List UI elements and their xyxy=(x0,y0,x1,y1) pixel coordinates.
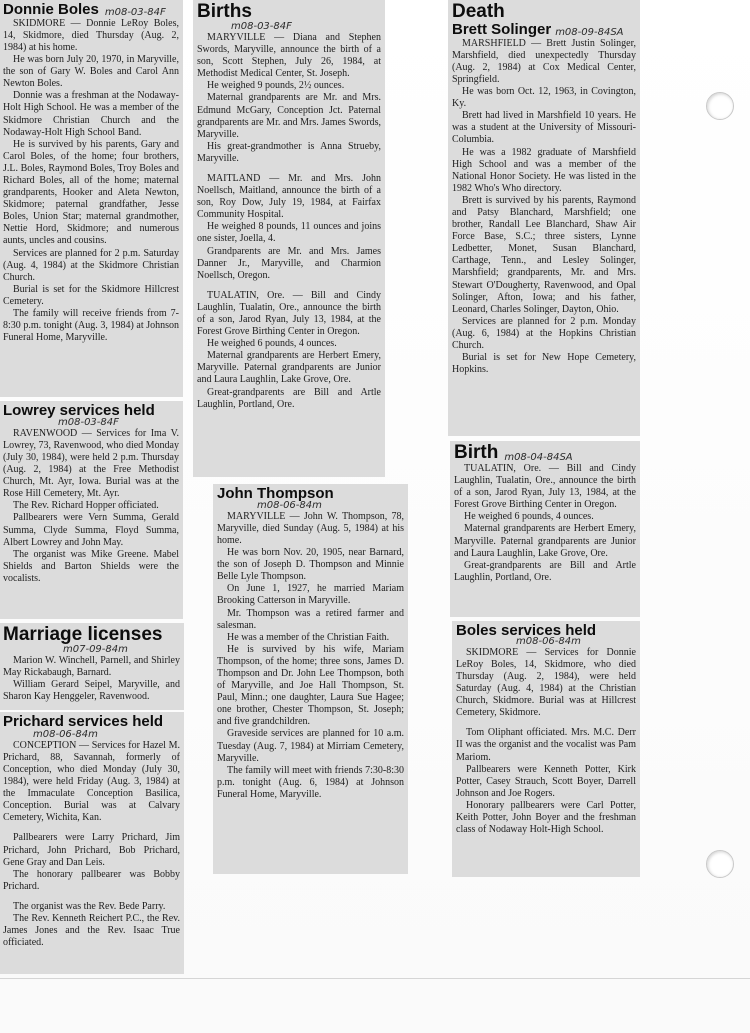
paragraph: Donnie was a freshman at the Nodaway-Holt High School. He was a member of the Skidmore Christian Church and the Nodaway-Holt High School Band. xyxy=(3,90,179,138)
paragraph: Burial is set for New Hope Cemetery, Hopkins. xyxy=(452,352,636,376)
paragraph: Graveside services are planned for 10 a.m. Tuesday (Aug. 7, 1984) at Mirriam Cemetery, Maryville. xyxy=(217,728,404,764)
binder-hole xyxy=(706,92,734,120)
paragraph: Brett had lived in Marshfield 10 years. He was a student at the University of Missouri-Columbia. xyxy=(452,110,636,146)
paragraph: He is survived by his wife, Mariam Thompson, of the home; three sons, James D. Thompson and Dr. John Lee Thompson, both of Maryville, and Joe Hall Thompson, St. Paul, Minn.; one daughter, Laura Sue Hagee; one brother, Chester Thompson, St. Joseph; and five grandchildren. xyxy=(217,643,404,728)
paragraph: Maternal grandparents are Herbert Emery, Maryville. Paternal grandparents are Junior and Laura Laughlin, Lake Grove, Ore. xyxy=(454,523,636,559)
article-body xyxy=(3,740,180,950)
paragraph: MARYVILLE — Diana and Stephen Swords, Maryville, announce the birth of a son, Scott Stephen, July 26, 1984, at Methodist Medical Center, St. Joseph. xyxy=(197,31,381,80)
clipping-birth-tualatin xyxy=(450,441,640,617)
article-body xyxy=(217,511,404,801)
paragraph: Pallbearers were Kenneth Potter, Kirk Potter, Casey Strauch, Scott Boyer, Darrell Johnson and Joe Rogers. xyxy=(456,763,636,799)
paragraph: Pallbearers were Larry Prichard, Jim Prichard, John Prichard, Bob Prichard, Gene Gray and Dan Leis. xyxy=(3,832,180,868)
obituary-title: John Thompson xyxy=(217,485,334,502)
obituary-title: Prichard services held xyxy=(3,713,164,730)
obituary-title: Donnie Boles xyxy=(3,1,99,18)
handwritten-date-note: m08-03-84F xyxy=(231,20,292,32)
handwritten-date-note: m08-03-84F xyxy=(104,6,166,18)
handwritten-date-note: m08-09-84SA xyxy=(555,26,624,38)
section-title: Marriage licenses xyxy=(3,624,163,645)
section-title: Birth xyxy=(454,442,499,463)
paragraph: The honorary pallbearer was Bobby Prichard. xyxy=(3,868,180,892)
article-body xyxy=(3,428,179,585)
paragraph: The Rev. Kenneth Reichert P.C., the Rev. James Jones and the Rev. Isaac True officiated. xyxy=(3,912,180,949)
paragraph: Maternal grandparents are Mr. and Mrs. Edmund McGary, Conception Jct. Paternal grandparents are Mr. and Mrs. James Swords, Maryville. xyxy=(197,92,381,140)
paragraph: MARYVILLE — John W. Thompson, 78, Maryville, died Sunday (Aug. 5, 1984) at his home. xyxy=(217,510,404,546)
paragraph: He was born July 20, 1970, in Maryville, the son of Gary W. Boles and Carol Ann Newton Boles. xyxy=(3,54,179,90)
handwritten-date-note: m08-03-84F xyxy=(58,416,119,428)
paragraph: Services are planned for 2 p.m. Saturday (Aug. 4, 1984) at the Skidmore Christian Church. xyxy=(3,247,179,283)
clipping-john-thompson xyxy=(213,484,408,874)
handwritten-date-note: m08-04-84SA xyxy=(504,451,573,463)
article-body xyxy=(3,18,179,345)
clipping-donnie-boles xyxy=(0,0,183,397)
paragraph: Services are planned for 2 p.m. Monday (Aug. 6, 1984) at the Hopkins Christian Church. xyxy=(452,315,636,352)
clipping-boles-services xyxy=(452,621,640,877)
paragraph: Marion W. Winchell, Parnell, and Shirley May Rickabaugh, Barnard. xyxy=(3,654,180,679)
article-body xyxy=(456,647,636,836)
section-title: Births xyxy=(197,1,252,22)
paragraph: Maternal grandparents are Herbert Emery, Maryville. Paternal grandparents are Junior and Laura Laughlin, Lake Grove, Ore. xyxy=(197,350,381,386)
article-body xyxy=(3,655,180,703)
paragraph: He was born Nov. 20, 1905, near Barnard, the son of Joseph D. Thompson and Minnie Belle Lyle Thompson. xyxy=(217,547,404,583)
paragraph: On June 1, 1927, he married Mariam Brooking Catterson in Maryville. xyxy=(217,583,404,607)
paragraph: The Rev. Richard Hopper officiated. xyxy=(13,500,159,512)
article-body xyxy=(452,38,636,377)
paragraph: He weighed 8 pounds, 11 ounces and joins one sister, Joella, 4. xyxy=(197,221,381,245)
paragraph: Great-grandparents are Bill and Artle Laughlin, Portland, Ore. xyxy=(454,559,636,583)
handwritten-date-note: m08-06-84m xyxy=(33,728,98,740)
article-body xyxy=(454,463,636,584)
paragraph: TUALATIN, Ore. — Bill and Cindy Laughlin, Tualatin, Ore., announce the birth of a son, Jarod Ryan, July 13, 1984, at the Forest Grove Birthing Center in Oregon. xyxy=(197,289,381,338)
paragraph: He is survived by his parents, Gary and Carol Boles, of the home; four brothers, J.L. Boles, Raymond Boles, Troy Boles and Richard Boles, all of the home; maternal grandparents, Hooker and Aleta Newton, Skidmore; paternal grandfather, Jesse Boles, Union Star; maternal grandmother, Nettie Hord, Skidmore; and numerous aunts, uncles and cousins. xyxy=(3,138,179,247)
paragraph: The family will receive friends from 7-8:30 p.m. tonight (Aug. 3, 1984) at Johnson Funeral Home, Maryville. xyxy=(3,308,179,344)
binder-hole xyxy=(706,850,734,878)
paragraph: RAVENWOOD — Services for Ima V. Lowrey, 73, Ravenwood, who died Monday (July 30, 1984), were held 2 p.m. Thursday (Aug. 2, 1984) at the Free Methodist Church, Mt. Ayr, Iowa. Burial was at the Rose Hill Cemetery, Mt. Ayr. xyxy=(3,427,179,500)
paragraph: Brett is survived by his parents, Raymond and Patsy Blanchard, Marshfield; one brother, Randall Lee Blanchard, Shaw Air Force Base, S.C.; three sisters, Lynne Ledbetter, Monet, Susan Blanchard, Carthage, Tenn., and Lesley Solinger, Marshfield; grandparents, Mr. and Mrs. Stewart O'Dougherty, Ravenwood, and Opal Solinger, Afton, Iowa; and his father, Leonard, Charles Solinger, Dayton, Ohio. xyxy=(452,194,636,315)
paragraph: Pallbearers were Vern Summa, Gerald Summa, Clyde Summa, Floyd Summa, Albert Lowrey and John May. xyxy=(3,512,179,548)
handwritten-date-note: m08-06-84m xyxy=(257,499,322,511)
handwritten-date-note: m08-06-84m xyxy=(516,635,581,647)
clipping-marriage-licenses xyxy=(0,623,184,710)
clipping-prichard-services xyxy=(0,712,184,974)
paragraph: He was a member of the Christian Faith. xyxy=(227,631,390,643)
paragraph: The organist was the Rev. Bede Parry. xyxy=(13,900,166,912)
paragraph: Grandparents are Mr. and Mrs. James Danner Jr., Maryville, and Charmion Noellsch, Oregon. xyxy=(197,245,381,281)
paragraph: He weighed 6 pounds, 4 ounces. xyxy=(464,511,594,523)
obituary-title: Brett Solinger xyxy=(452,20,552,38)
section-title: Death xyxy=(452,1,505,22)
paragraph: SKIDMORE — Services for Donnie LeRoy Boles, 14, Skidmore, who died Thursday (Aug. 2, 1984), were held Saturday (Aug. 4, 1984) at the Christian Church, Skidmore. Burial was at Hillcrest Cemetery, Skidmore. xyxy=(456,646,636,719)
clipping-births xyxy=(193,0,385,477)
paragraph: Honorary pallbearers were Carl Potter, Keith Potter, John Boyer and the freshman class of Nodaway Holt-High School. xyxy=(456,799,636,836)
paragraph: He was born Oct. 12, 1963, in Covington, Ky. xyxy=(452,86,636,110)
paragraph: Burial is set for the Skidmore Hillcrest Cemetery. xyxy=(3,283,179,307)
paragraph: He weighed 9 pounds, 2½ ounces. xyxy=(207,80,345,92)
clipping-death-brett-solinger xyxy=(448,0,640,436)
paragraph: Mr. Thompson was a retired farmer and salesman. xyxy=(217,607,404,631)
paragraph: Great-grandparents are Bill and Artle Laughlin, Portland, Ore. xyxy=(197,386,381,410)
clipping-lowrey-services xyxy=(0,401,183,619)
paragraph: William Gerard Seipel, Maryville, and Sharon Kay Henggeler, Ravenwood. xyxy=(3,679,180,703)
paragraph: The organist was Mike Greene. Mabel Shields and Barton Shields were the vocalists. xyxy=(3,548,179,584)
article-body xyxy=(197,32,381,411)
paragraph: SKIDMORE — Donnie LeRoy Boles, 14, Skidmore, died Thursday (Aug. 2, 1984) at his home. xyxy=(3,17,179,53)
obituary-title: Lowrey services held xyxy=(3,402,155,419)
obituary-title: Boles services held xyxy=(456,622,597,639)
paragraph: MAITLAND — Mr. and Mrs. John Noellsch, Maitland, announce the birth of a son, Roy Dow, July 19, 1984, at Fairfax Community Hospital. xyxy=(197,172,381,221)
paragraph: The family will meet with friends 7:30-8:30 p.m. tonight (Aug. 6, 1984) at Johnson Funeral Home, Maryville. xyxy=(217,764,404,800)
paragraph: MARSHFIELD — Brett Justin Solinger, Marshfield, died unexpectedly Thursday (Aug. 2, 1984) at Cox Medical Center, Springfield. xyxy=(452,37,636,85)
paragraph: His great-grandmother is Anna Strueby, Maryville. xyxy=(197,140,381,164)
handwritten-date-note: m07-09-84m xyxy=(63,643,128,655)
paragraph: CONCEPTION — Services for Hazel M. Prichard, 88, Savannah, formerly of Conception, who died Monday (July 30, 1984), were held Friday (Aug. 3, 1984) at the Immaculate Conception Basilica, Conception. Burial was at Calvary Cemetery, Wichita, Kan. xyxy=(3,739,180,824)
paragraph: TUALATIN, Ore. — Bill and Cindy Laughlin, Tualatin, Ore., announce the birth of a son, Jarod Ryan, July 13, 1984, at the Forest Grove Birthing Center in Oregon. xyxy=(454,462,636,511)
paragraph: He was a 1982 graduate of Marshfield High School and was a member of the National Honor Society. He was listed in the 1982 Who's Who directory. xyxy=(452,146,636,194)
paragraph: He weighed 6 pounds, 4 ounces. xyxy=(207,338,337,350)
paragraph: Tom Oliphant officiated. Mrs. M.C. Derr II was the organist and the vocalist was Pam Mariom. xyxy=(456,727,636,763)
scan-edge-divider xyxy=(0,978,750,979)
